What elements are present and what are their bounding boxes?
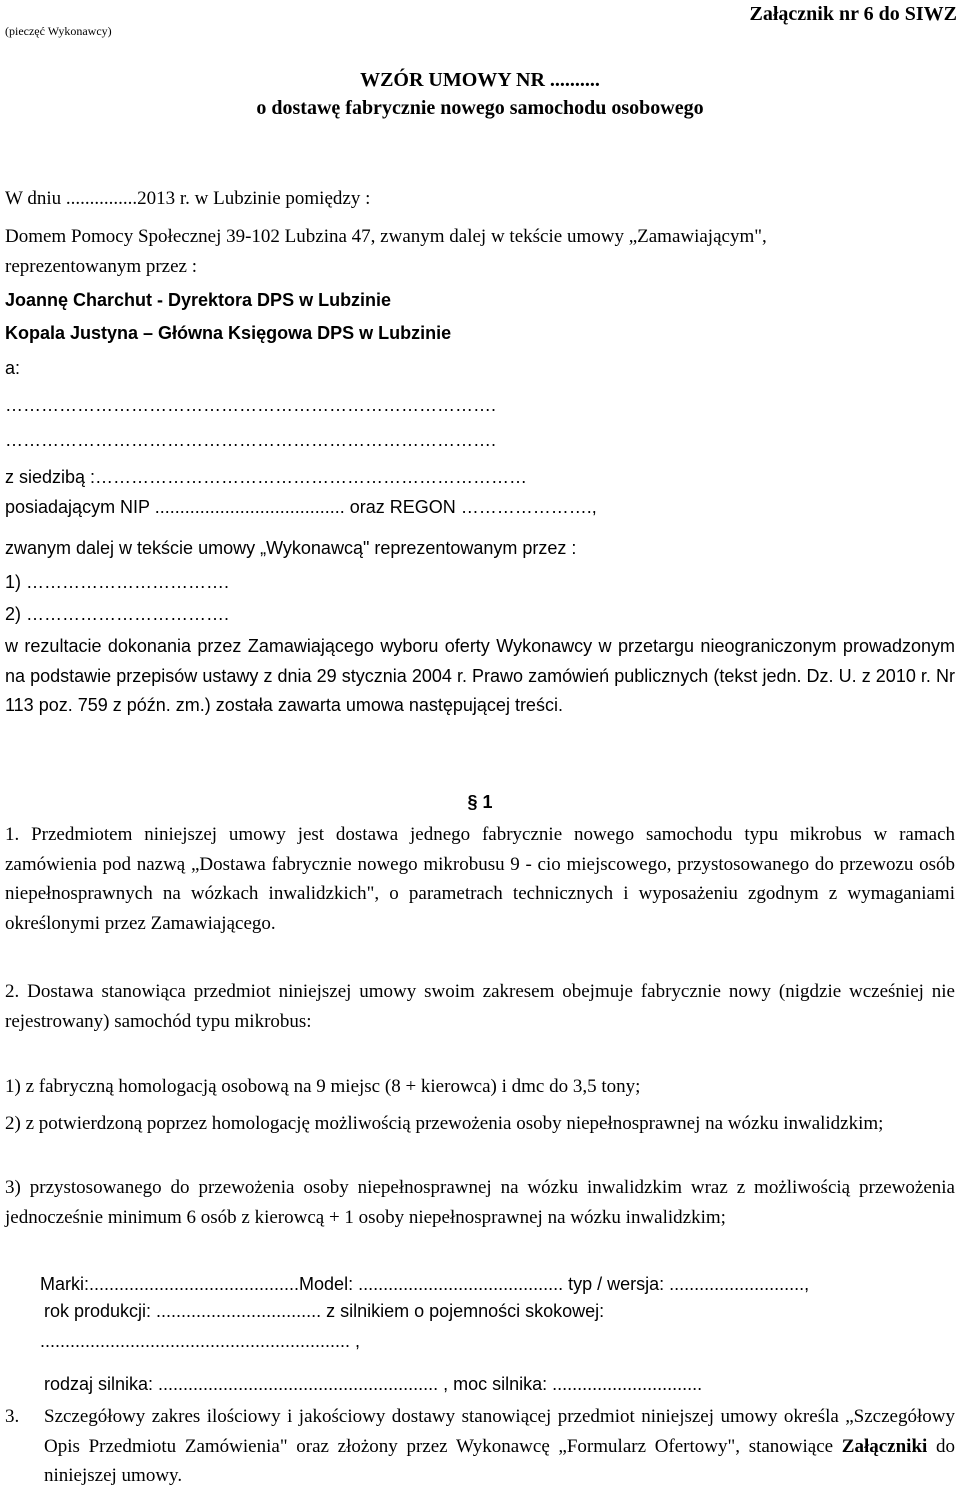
paragraph-2: 2. Dostawa stanowiąca przedmiot niniejszej umowy swoim zakresem obejmuje fabrycznie nowy (nigdzie wcześniej nie rejestrowany) samochód typu mikrobus:	[5, 981, 955, 1032]
paragraph-3	[44, 1402, 955, 1491]
date-line: W dniu ...............2013 r. w Lubzinie pomiędzy :	[5, 188, 371, 209]
and-label: a:	[5, 358, 21, 378]
list-item-1: 1) z fabryczną homologacją osobową na 9 miejsc (8 + kierowca) i dmc do 3,5 tony;	[5, 1076, 641, 1097]
seat-line: z siedzibą :………………………………………………………………	[5, 467, 528, 487]
contractor-rep-2: 2) …………………………….	[5, 604, 230, 624]
nip-regon-line: posiadającym NIP ...................................... oraz REGON ………………….,	[5, 497, 597, 517]
vehicle-fields-line-3: .............................................................. ,	[40, 1331, 361, 1351]
paragraph-3-text-b: do niniejszej umowy.	[44, 1435, 955, 1486]
section-heading: § 1	[467, 792, 493, 812]
stamp-note: (pieczęć Wykonawcy)	[5, 24, 112, 38]
document-subtitle: o dostawę fabrycznie nowego samochodu osobowego	[256, 97, 704, 119]
list-item-3: 3) przystosowanego do przewożenia osoby niepełnosprawnej na wózku inwalidzkim wraz z możliwością przewożenia jednocześnie minimum 6 osób z kierowcą + 1 osoby niepełnosprawnej na wózku inwalidzkim;	[5, 1177, 955, 1228]
contractor-line: zwanym dalej w tekście umowy „Wykonawcą" reprezentowanym przez :	[5, 538, 577, 558]
vehicle-fields-line-2: rok produkcji: ................................. z silnikiem o pojemności skokowej:	[44, 1301, 605, 1321]
represented-by: reprezentowanym przez :	[5, 256, 198, 277]
list-item-2: 2) z potwierdzoną poprzez homologację możliwością przewożenia osoby niepełnosprawnej na wózku inwalidzkim;	[5, 1113, 884, 1134]
attachment-label: Załącznik nr 6 do SIWZ	[749, 3, 957, 25]
paragraph-3-number: 3.	[5, 1406, 20, 1427]
party-employer: Domem Pomocy Społecznej 39-102 Lubzina 47, zwanym dalej w tekście umowy „Zamawiającym",	[5, 226, 767, 247]
paragraph-3-attachments: Załączniki	[841, 1435, 928, 1457]
vehicle-fields-line-4: rodzaj silnika: ........................................................ , moc silnika: ..............................	[44, 1374, 703, 1394]
paragraph-1: 1. Przedmiotem niniejszej umowy jest dostawa jednego fabrycznie nowego samochodu typu mikrobus w ramach zamówienia pod nazwą „Dostawa fabrycznie nowego mikrobusu 9 - cio miejscowego, przystosowanego do przewozu osób niepełnosprawnych na wózkach inwalidzkich", o parametrach technicznych i wyposażeniu zgodnym z wymaganiami określonymi przez Zamawiającego.	[5, 824, 955, 934]
vehicle-fields-line-1: Marki:..........................................Model: ......................................... typ / wersja: ...........................,	[40, 1274, 810, 1294]
blank-line-1: ……………………………………………………………………….	[5, 395, 497, 415]
representative-1: Joannę Charchut - Dyrektora DPS w Lubzinie	[5, 290, 392, 310]
representative-2: Kopala Justyna – Główna Księgowa DPS w Lubzinie	[5, 323, 452, 343]
blank-line-2: ……………………………………………………………………….	[5, 430, 497, 450]
contractor-rep-1: 1) …………………………….	[5, 572, 230, 592]
paragraph-3-text-a: Szczegółowy zakres ilościowy i jakościowy dostawy stanowiącej przedmiot niniejszej umowy określa „Szczegółowy Opis Przedmiotu Zamówienia" oraz złożony przez Wykonawcę „Formularz Ofertowy", stanowiące	[44, 1406, 955, 1457]
document-title: WZÓR UMOWY NR ..........	[360, 69, 600, 91]
tender-result-paragraph: w rezultacie dokonania przez Zamawiającego wyboru oferty Wykonawcy w przetargu nieograniczonym prowadzonym na podstawie przepisów ustawy z dnia 29 stycznia 2004 r. Prawo zamówień publicznych (tekst jedn. Dz. U. z 2010 r. Nr 113 poz. 759 z późn. zm.) została zawarta umowa następującej treści.	[5, 636, 955, 715]
